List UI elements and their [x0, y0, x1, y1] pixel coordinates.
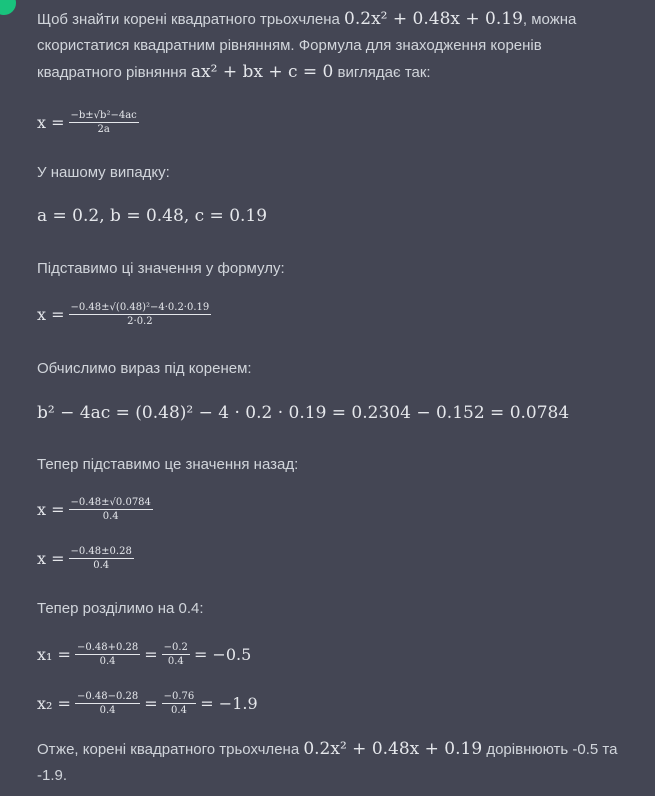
divide-label: Тепер розділимо на 0.4:: [37, 600, 204, 617]
root1-fraction-2: [162, 642, 190, 667]
intro-equation: ax² + bx + c = 0: [190, 62, 334, 82]
back2-numerator: −0.48±0.28: [70, 546, 132, 557]
root2-f2-denominator: 0.4: [171, 705, 187, 716]
root2-lhs: x₂ =: [37, 694, 71, 713]
conclusion-line2: -1.9.: [37, 767, 68, 784]
root2-result: = −1.9: [200, 694, 258, 713]
root1-f1-denominator: 0.4: [99, 656, 116, 667]
root1-lhs: x₁ =: [37, 645, 71, 664]
intro-line2: скористатися квадратним рівнянням. Формула для знаходження коренів: [37, 37, 542, 54]
intro-line3-b: виглядає так:: [333, 64, 431, 81]
quadratic-formula: [37, 110, 143, 135]
subst-numerator: −0.48±√(0.48)²−4·0.2·0.19: [70, 302, 210, 313]
root1-f2-numerator: −0.2: [163, 642, 188, 653]
intro-paragraph: [37, 6, 647, 86]
discriminant-label: Обчислимо вираз під коренем:: [37, 360, 252, 377]
subst-denominator: 2·0.2: [127, 316, 153, 327]
conclusion-poly: 0.2x² + 0.48x + 0.19: [303, 739, 483, 759]
root-2-formula: x₂ = $\frac{-0.48-0.28}{0.4}$ = $\frac{-0.76}{0.4}$ = −1.9: [37, 691, 258, 716]
root1-result: = −0.5: [193, 645, 252, 664]
formula-numerator: −b±√b²−4ac: [70, 110, 137, 121]
root2-fraction-1: [75, 691, 140, 716]
assistant-avatar-icon: [0, 0, 16, 15]
formula-denominator: 2a: [97, 124, 110, 135]
back-formula-2: [37, 546, 138, 571]
back1-fraction: [69, 497, 153, 522]
intro-poly: 0.2x² + 0.48x + 0.19: [344, 9, 523, 29]
intro-line1-a: Щоб знайти корені квадратного трьохчлена: [37, 11, 345, 28]
back-formula-1: [37, 497, 157, 522]
intro-line3-a: квадратного рівняння: [37, 64, 191, 81]
conclusion-b: дорівнюють -0.5 та: [482, 741, 618, 758]
back1-denominator: 0.4: [102, 511, 119, 522]
subst-fraction: [69, 302, 212, 327]
back2-lhs: x =: [37, 549, 65, 568]
root1-f1-numerator: −0.48+0.28: [76, 642, 139, 653]
root2-f1-numerator: −0.48−0.28: [76, 691, 139, 702]
discriminant-calculation: b² − 4ac = (0.48)² − 4 · 0.2 · 0.19 = 0.2304 − 0.152 = 0.0784: [37, 403, 570, 423]
subst-lhs: x =: [37, 305, 65, 324]
root2-f1-denominator: 0.4: [99, 705, 116, 716]
root1-fraction-1: [75, 642, 140, 667]
conclusion-a: Отже, корені квадратного трьохчлена: [37, 741, 304, 758]
back2-denominator: 0.4: [93, 560, 110, 571]
formula-lhs: x =: [37, 113, 65, 132]
coefficient-values: a = 0.2, b = 0.48, c = 0.19: [37, 206, 268, 226]
root2-f2-numerator: −0.76: [163, 691, 195, 702]
root1-f2-denominator: 0.4: [167, 656, 184, 667]
root2-fraction-2: [162, 691, 197, 716]
intro-line1-b: , можна: [522, 11, 577, 28]
substituted-formula: [37, 302, 215, 327]
back2-fraction: [69, 546, 134, 571]
case-label: У нашому випадку:: [37, 164, 170, 181]
root-1-formula: x₁ = $\frac{-0.48+0.28}{0.4}$ = $\frac{-0.2}{0.4}$ = −0.5: [37, 642, 252, 667]
substitute-label: Підставимо ці значення у формулу:: [37, 260, 285, 277]
formula-fraction: [69, 110, 139, 135]
back-substitute-label: Тепер підставимо це значення назад:: [37, 456, 299, 473]
back1-numerator: −0.48±√0.0784: [70, 497, 151, 508]
conclusion-paragraph: [37, 736, 647, 789]
back1-lhs: x =: [37, 500, 65, 519]
